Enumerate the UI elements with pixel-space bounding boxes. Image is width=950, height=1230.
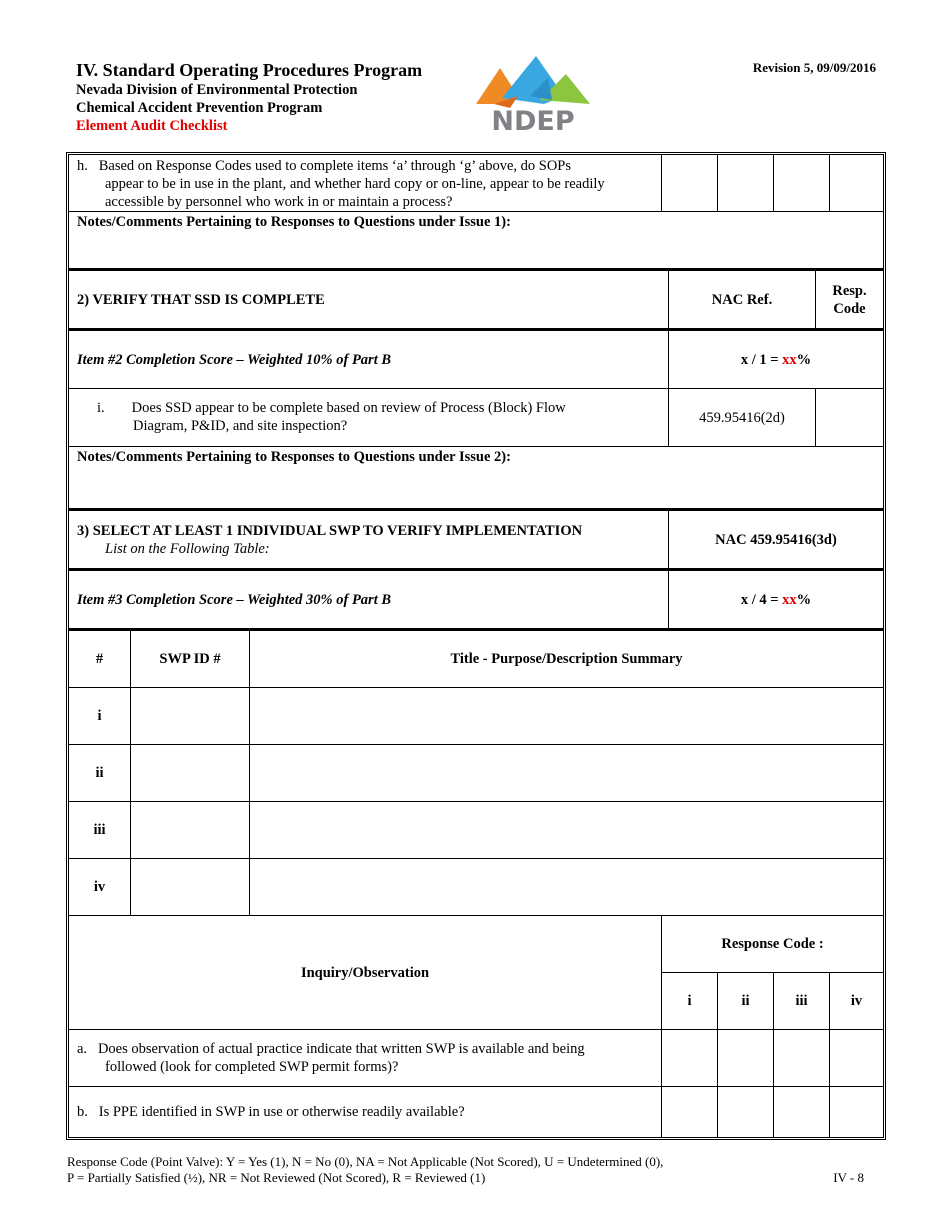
inquiry-a-response-iii[interactable] <box>774 1030 830 1087</box>
swp-col-number: # <box>69 631 131 688</box>
swp-col-id: SWP ID # <box>131 631 250 688</box>
item-h-response-iv[interactable] <box>830 155 883 212</box>
item-2-score-value: x / 1 = xx% <box>669 331 883 389</box>
inquiry-b-response-ii[interactable] <box>718 1087 774 1137</box>
resp-code-header: Resp. Code <box>816 271 883 331</box>
item-h-response-iii[interactable] <box>774 155 830 212</box>
swp-col-title: Title - Purpose/Description Summary <box>250 631 883 688</box>
page-header <box>0 0 950 150</box>
item-3-score-label: Item #3 Completion Score – Weighted 30% of Part B <box>69 571 669 631</box>
item-h-text: h. Based on Response Codes used to complete items ‘a’ through ‘g’ above, do SOPs appear to be in use in the plant, and whether hard copy or on-line, appear to be readily accessible by personnel who work in or maintain a process? <box>69 155 662 212</box>
swp-id-input[interactable] <box>131 859 250 916</box>
section-2-heading: 2) VERIFY THAT SSD IS COMPLETE <box>69 271 669 331</box>
inquiry-a-response-iv[interactable] <box>830 1030 883 1087</box>
swp-title-input[interactable] <box>250 802 883 859</box>
item-h-response-ii[interactable] <box>718 155 774 212</box>
swp-id-input[interactable] <box>131 745 250 802</box>
item-2-i-text: i. Does SSD appear to be complete based on review of Process (Block) Flow Diagram, P&ID, and site inspection? <box>69 389 669 447</box>
swp-id-input[interactable] <box>131 802 250 859</box>
inquiry-b-response-i[interactable] <box>662 1087 718 1137</box>
item-h-response-i[interactable] <box>662 155 718 212</box>
response-code-legend <box>67 1154 663 1186</box>
response-col-iii: iii <box>774 973 830 1030</box>
inquiry-a-text: a. Does observation of actual practice indicate that written SWP is available and being followed (look for completed SWP permit forms)? <box>69 1030 662 1087</box>
swp-row-label: iii <box>69 802 131 859</box>
program-name: Chemical Accident Prevention Program <box>76 100 323 116</box>
inquiry-b-response-iii[interactable] <box>774 1087 830 1137</box>
inquiry-a-response-i[interactable] <box>662 1030 718 1087</box>
swp-row-label: iv <box>69 859 131 916</box>
legend-line-2: P = Partially Satisfied (½), NR = Not Reviewed (Not Scored), R = Reviewed (1) <box>67 1170 486 1185</box>
swp-title-input[interactable] <box>250 688 883 745</box>
response-col-ii: ii <box>718 973 774 1030</box>
nac-ref-header: NAC Ref. <box>669 271 816 331</box>
notes-issue-2[interactable]: Notes/Comments Pertaining to Responses to Questions under Issue 2): <box>69 447 883 511</box>
notes-issue-1[interactable]: Notes/Comments Pertaining to Responses to Questions under Issue 1): <box>69 212 883 271</box>
swp-title-input[interactable] <box>250 745 883 802</box>
program-title: IV. Standard Operating Procedures Program <box>76 60 423 80</box>
swp-row-label: i <box>69 688 131 745</box>
legend-line-1: Response Code (Point Valve): Y = Yes (1), N = No (0), NA = Not Applicable (Not Scored), U = Undetermined (0), <box>67 1154 664 1169</box>
swp-row-label: ii <box>69 745 131 802</box>
revision-label: Revision 5, 09/09/2016 <box>752 60 876 75</box>
section-3-heading: 3) SELECT AT LEAST 1 INDIVIDUAL SWP TO VERIFY IMPLEMENTATION List on the Following Table: <box>69 511 669 571</box>
division-name: Nevada Division of Environmental Protection <box>76 82 358 98</box>
item-2-i-response[interactable] <box>816 389 883 447</box>
item-2-score-label: Item #2 Completion Score – Weighted 10% of Part B <box>69 331 669 389</box>
inquiry-header: Inquiry/Observation <box>69 916 662 1030</box>
inquiry-b-response-iv[interactable] <box>830 1087 883 1137</box>
inquiry-b-text: b. Is PPE identified in SWP in use or otherwise readily available? <box>69 1087 662 1137</box>
item-3-score-value: x / 4 = xx% <box>669 571 883 631</box>
checklist-table <box>66 152 886 1140</box>
swp-id-input[interactable] <box>131 688 250 745</box>
inquiry-a-response-ii[interactable] <box>718 1030 774 1087</box>
response-code-header: Response Code : <box>662 916 883 973</box>
section-3-nac-ref: NAC 459.95416(3d) <box>669 511 883 571</box>
ndep-logo <box>474 56 592 134</box>
response-col-i: i <box>662 973 718 1030</box>
item-2-i-nac-ref: 459.95416(2d) <box>669 389 816 447</box>
swp-title-input[interactable] <box>250 859 883 916</box>
checklist-name: Element Audit Checklist <box>76 118 228 134</box>
page-number: IV - 8 <box>833 1170 864 1185</box>
logo-text: NDEP <box>491 106 575 134</box>
response-col-iv: iv <box>830 973 883 1030</box>
